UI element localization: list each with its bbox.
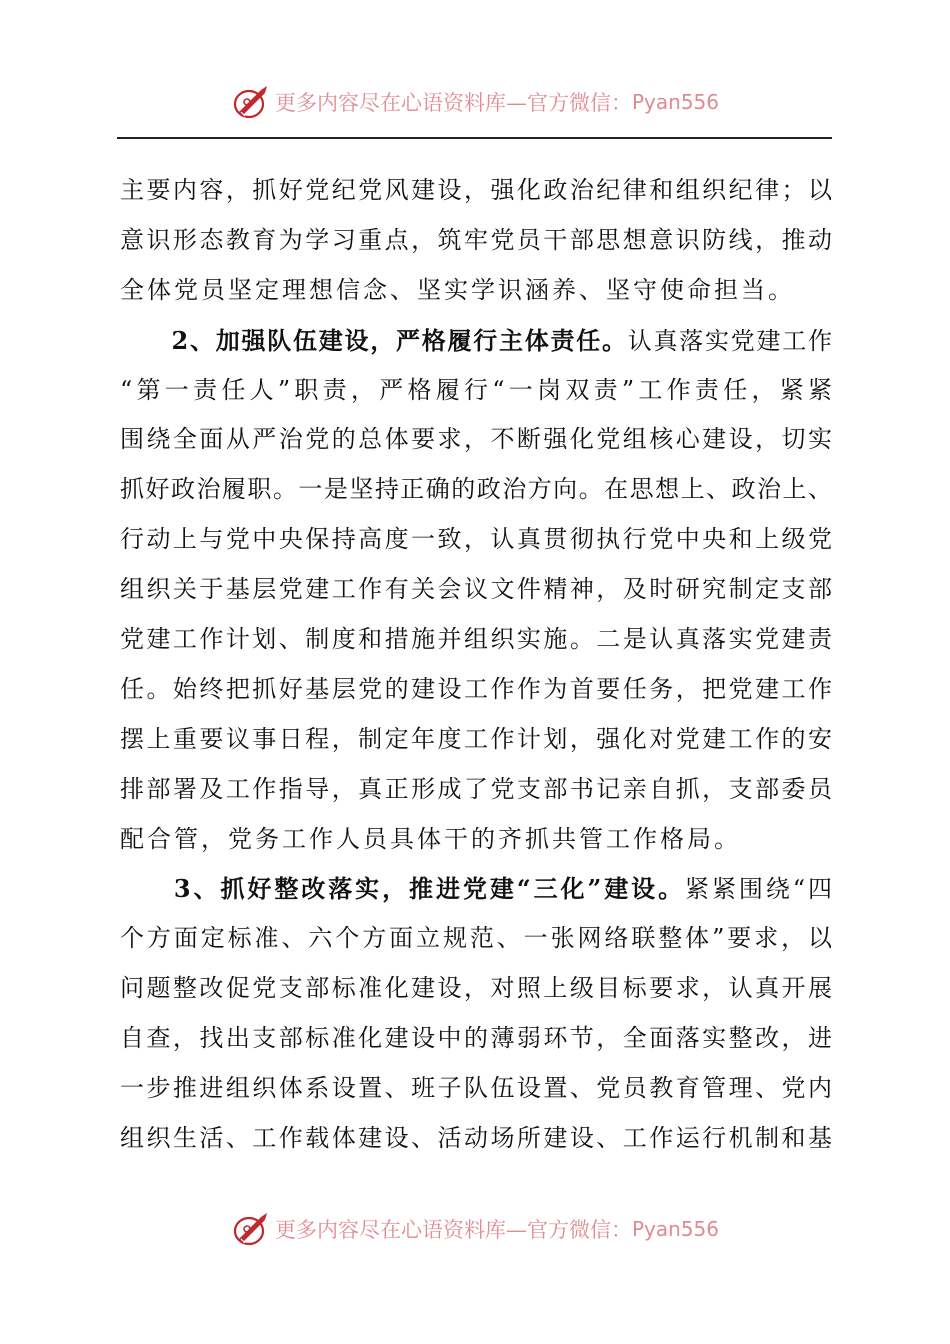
text-line: 全体党员坚定理想信念、坚实学识涵养、坚守使命担当。 xyxy=(120,275,795,304)
text-line: 主要内容，抓好党纪党风建设，强化政治纪律和组织纪律；以 xyxy=(120,176,832,204)
text-line: 排部署及工作指导，真正形成了党支部书记亲自抓，支部委员 xyxy=(120,774,832,803)
text-line: 组织生活、工作载体建设、活动场所建设、工作运行机制和基 xyxy=(120,1123,832,1152)
watermark-text: 更多内容尽在心语资料库—官方微信： xyxy=(274,1218,632,1242)
text-line: 围绕全面从严治党的总体要求，不断强化党组核心建设，切实 xyxy=(120,425,832,454)
text-line: 一步推进组织体系设置、班子队伍设置、党员教育管理、党内 xyxy=(120,1074,832,1103)
header-divider xyxy=(117,137,832,139)
header-watermark xyxy=(0,80,950,124)
section-heading-2: 2、加强队伍建设，严格履行主体责任。 xyxy=(171,325,628,355)
text-line: 自查，找出支部标准化建设中的薄弱环节，全面落实整改，进 xyxy=(120,1024,832,1053)
text-line: “第一责任人”职责，严格履行“一岗双责”工作责任，紧紧 xyxy=(120,375,832,404)
text-line: 行动上与党中央保持高度一致，认真贯彻执行党中央和上级党 xyxy=(120,525,832,554)
watermark-code: Pyan556 xyxy=(631,1217,719,1241)
section-heading-3: 3、抓好整改落实，推进党建“三化”建设。 xyxy=(173,874,686,904)
text-line: 组织关于基层党建工作有关会议文件精神，及时研究制定支部 xyxy=(120,575,832,604)
text-line: 问题整改促党支部标准化建设，对照上级目标要求，认真开展 xyxy=(120,974,832,1003)
text-line: 党建工作计划、制度和措施并组织实施。二是认真落实党建责 xyxy=(120,625,832,654)
pen-logo-icon xyxy=(231,1209,271,1249)
watermark-text: 更多内容尽在心语资料库—官方微信： xyxy=(274,91,632,115)
text-line: 意识形态教育为学习重点，筑牢党员干部思想意识防线，推动 xyxy=(120,225,832,254)
document-body xyxy=(120,166,832,1164)
text-line: 配合管，党务工作人员具体干的齐抓共管工作格局。 xyxy=(120,824,741,853)
text-line: 个方面定标准、六个方面立规范、一张网络联整体”要求，以 xyxy=(120,924,832,953)
text-run: 认真落实党建工作 xyxy=(627,326,833,355)
paragraph-first-line xyxy=(120,316,832,366)
text-line: 摆上重要议事日程，制定年度工作计划，强化对党建工作的安 xyxy=(120,724,832,753)
pen-logo-icon xyxy=(231,82,271,122)
watermark-code: Pyan556 xyxy=(631,90,719,114)
text-line: 抓好政治履职。一是坚持正确的政治方向。在思想上、政治上、 xyxy=(120,475,832,504)
footer-watermark xyxy=(0,1207,950,1251)
text-line: 任。始终把抓好基层党的建设工作作为首要任务，把党建工作 xyxy=(120,674,832,703)
paragraph-first-line xyxy=(120,864,832,914)
text-run: 紧紧围绕“四 xyxy=(685,875,833,904)
